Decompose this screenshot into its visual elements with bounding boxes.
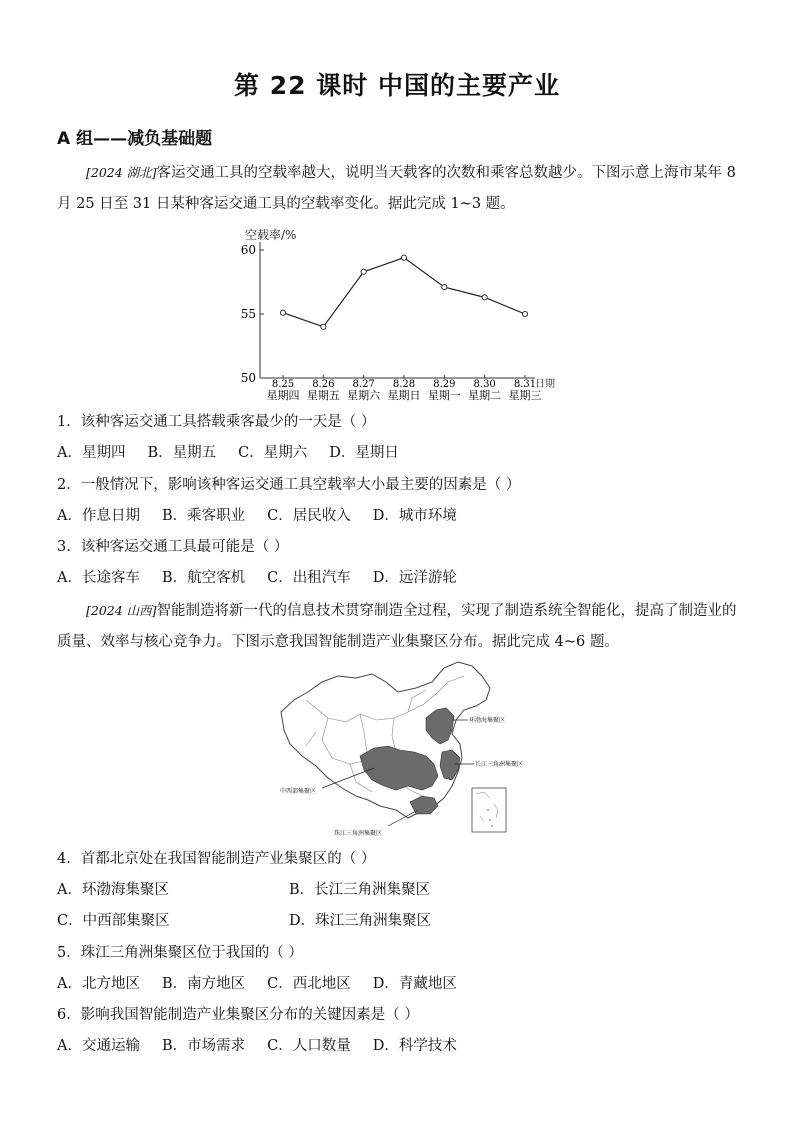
option-b[interactable]: B．南方地区 — [161, 976, 246, 992]
question-3: 3．该种客运交通工具最可能是（ ） — [57, 539, 289, 555]
passage-2-text: 智能制造将新一代的信息技术贯穿制造全过程，实现了制造系统全智能化，提高了制造业的质量、效率与核心竞争力。下图示意我国智能制造产业集聚区分布。据此完成 4~6 题。 — [57, 603, 737, 650]
option-b[interactable]: B．航空客机 — [161, 570, 246, 586]
option-c[interactable]: C．西北地区 — [267, 976, 351, 992]
x-weekday-label: 星期日 — [387, 389, 421, 402]
x-ticks — [267, 375, 542, 402]
question-6-options — [57, 1036, 479, 1056]
option-d[interactable]: D．城市环境 — [372, 508, 457, 524]
option-c[interactable]: C．人口数量 — [267, 1038, 351, 1054]
y-ticks — [241, 243, 264, 385]
option-d[interactable]: D．星期日 — [329, 445, 399, 461]
passage-2-source: [2024 山西] — [86, 603, 157, 618]
y-axis-label: 空载率/% — [245, 228, 297, 242]
x-tick-label: 8.28 — [392, 379, 416, 390]
option-b[interactable]: B．乘客职业 — [161, 508, 246, 524]
data-point — [401, 255, 406, 260]
x-tick-label: 8.30 — [473, 379, 496, 390]
question-1: 1．该种客运交通工具搭载乘客最少的一天是（ ） — [57, 414, 376, 430]
option-a[interactable]: A．长途客车 — [57, 570, 140, 586]
y-tick-label: 50 — [240, 371, 256, 385]
page-title: 第 22 课时 中国的主要产业 — [234, 71, 560, 100]
y-tick-label: 55 — [240, 307, 256, 321]
option-a[interactable]: A．北方地区 — [57, 976, 140, 992]
question-2: 2．一般情况下，影响该种客运交通工具空载率大小最主要的因素是（ ） — [57, 477, 521, 493]
x-weekday-label: 星期四 — [266, 389, 300, 402]
data-point — [482, 295, 487, 300]
passage-2 — [57, 595, 741, 658]
data-point — [442, 285, 447, 290]
option-a[interactable]: A．环渤海集聚区 — [57, 882, 169, 898]
series-line — [283, 258, 525, 327]
option-d[interactable]: D．青藏地区 — [372, 976, 457, 992]
x-weekday-label: 星期二 — [468, 389, 502, 402]
data-point — [361, 269, 366, 274]
option-d[interactable]: D．科学技术 — [372, 1038, 457, 1054]
question-4-options-2 — [57, 911, 537, 931]
data-point — [280, 310, 285, 315]
y-tick-label: 60 — [240, 243, 256, 257]
data-points — [280, 255, 527, 329]
central-label: 中西部集聚区 — [280, 788, 317, 795]
x-axis-label: 日期 — [535, 379, 555, 390]
option-d[interactable]: D．远洋游轮 — [372, 570, 457, 586]
empty-rate-line-chart — [235, 222, 565, 404]
x-weekday-label: 星期一 — [427, 389, 461, 402]
question-4-options — [57, 880, 537, 900]
bohai-label: 环渤海集聚区 — [469, 717, 506, 724]
option-b[interactable]: B．市场需求 — [161, 1038, 246, 1054]
passage-1-text: 客运交通工具的空载率越大，说明当天载客的次数和乘客总数越少。下图示意上海市某年 8 月 25 日至 31 日某种客运交通工具的空载率变化。据此完成 1~3 题。 — [57, 165, 736, 212]
option-a[interactable]: A．交通运输 — [57, 1038, 140, 1054]
x-tick-label: 8.27 — [352, 379, 375, 390]
yangtze-label: 长江三角洲集聚区 — [475, 761, 524, 768]
data-point — [321, 324, 326, 329]
pearl-label: 珠江三角洲集聚区 — [334, 830, 383, 837]
x-weekday-label: 星期五 — [306, 389, 340, 402]
option-c[interactable]: C．居民收入 — [267, 508, 351, 524]
data-point — [522, 311, 527, 316]
x-weekday-label: 星期六 — [347, 389, 381, 402]
question-2-options — [57, 506, 479, 526]
question-5: 5．珠江三角洲集聚区位于我国的（ ） — [57, 945, 303, 961]
option-d[interactable]: D．珠江三角洲集聚区 — [289, 913, 432, 929]
x-weekday-label: 星期三 — [508, 389, 542, 402]
option-b[interactable]: B．长江三角洲集聚区 — [289, 882, 431, 898]
question-6: 6．影响我国智能制造产业集聚区分布的关键因素是（ ） — [57, 1007, 419, 1023]
question-5-options — [57, 974, 479, 994]
option-b[interactable]: B．星期五 — [147, 445, 217, 461]
option-c[interactable]: C．出租汽车 — [267, 570, 351, 586]
passage-1 — [57, 157, 741, 220]
option-a[interactable]: A．星期四 — [57, 445, 126, 461]
option-c[interactable]: C．星期六 — [238, 445, 308, 461]
x-tick-label: 8.26 — [312, 379, 335, 390]
question-4: 4．首都北京处在我国智能制造产业集聚区的（ ） — [57, 851, 376, 867]
section-heading: A 组——减负基础题 — [57, 129, 213, 149]
x-tick-label: 8.25 — [271, 379, 295, 390]
passage-1-source: [2024 湖北] — [86, 165, 157, 180]
china-cluster-map — [276, 660, 526, 842]
option-a[interactable]: A．作息日期 — [57, 508, 140, 524]
question-3-options — [57, 568, 479, 588]
x-tick-label: 8.31 — [513, 379, 537, 390]
option-c[interactable]: C．中西部集聚区 — [57, 913, 170, 929]
x-tick-label: 8.29 — [433, 379, 456, 390]
question-1-options — [57, 443, 421, 463]
